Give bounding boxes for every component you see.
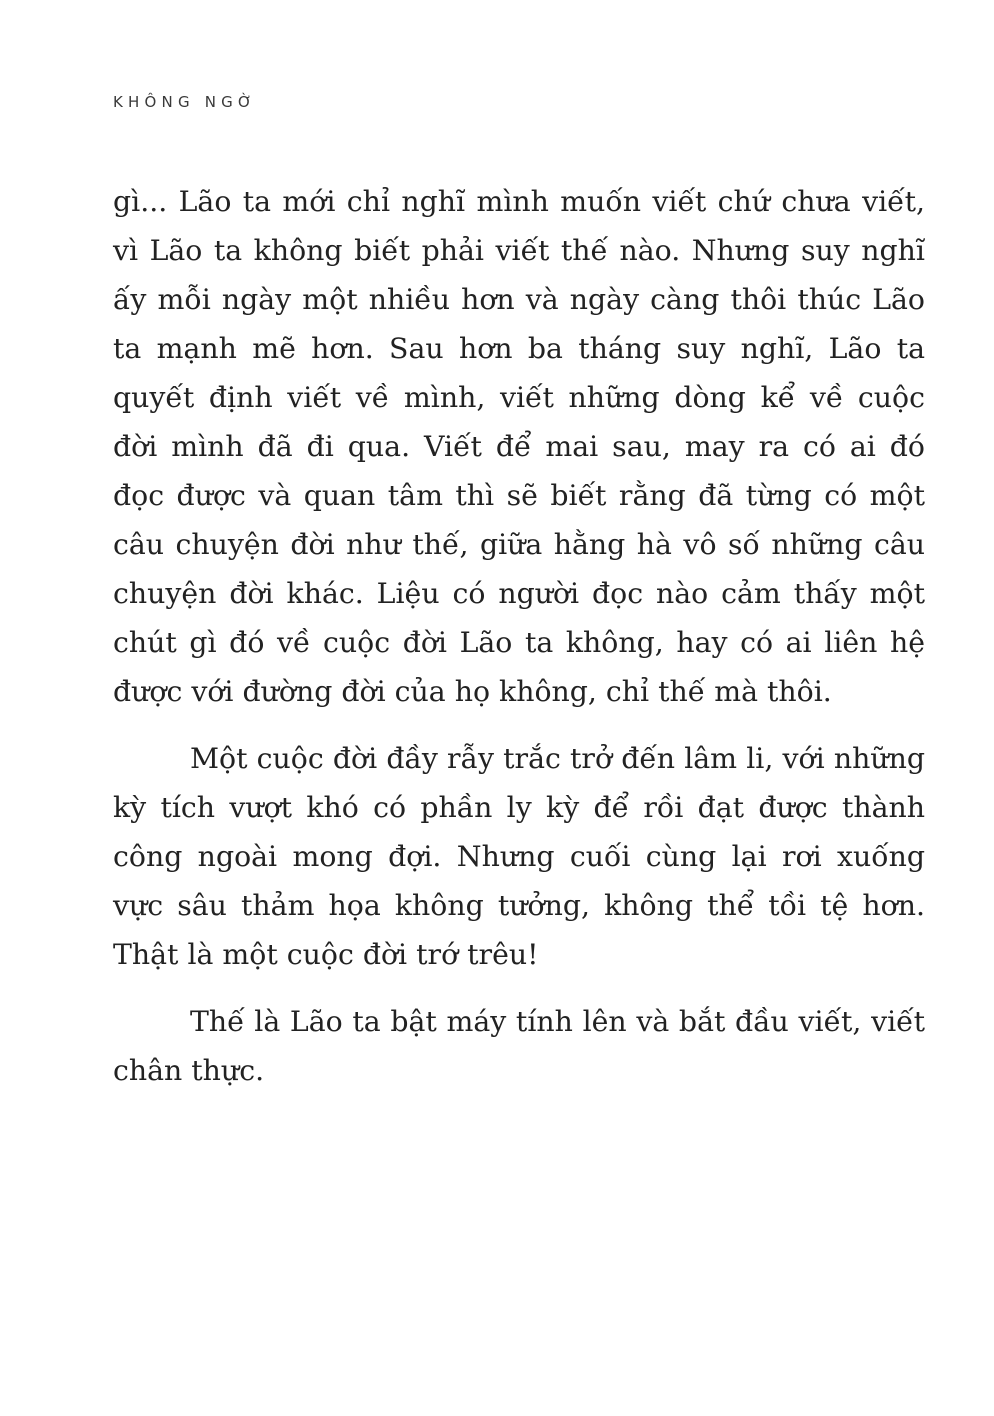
text-line: câu chuyện đời như thế, giữa hằng hà vô số những câu [113,528,925,561]
text-line: Một cuộc đời đầy rẫy trắc trở đến lâm li, với những [190,742,925,775]
text-line: chân thực. [113,1054,265,1087]
text-line: đọc được và quan tâm thì sẽ biết rằng đã từng có một [113,479,925,512]
text-line: gì... Lão ta mới chỉ nghĩ mình muốn viết chứ chưa viết, [113,185,925,218]
text-line: kỳ tích vượt khó có phần ly kỳ để rồi đạt được thành [113,791,925,824]
running-header: KHÔNG NGỜ [113,93,257,111]
text-line: công ngoài mong đợi. Nhưng cuối cùng lại rơi xuống [113,840,925,873]
text-line: Thế là Lão ta bật máy tính lên và bắt đầu viết, viết [190,1005,925,1038]
body-text [113,177,925,1095]
text-line: vì Lão ta không biết phải viết thế nào. Nhưng suy nghĩ [113,234,925,267]
text-line: đời mình đã đi qua. Viết để mai sau, may ra có ai đó [113,430,925,463]
text-line: quyết định viết về mình, viết những dòng kể về cuộc [113,381,925,414]
text-line: chuyện đời khác. Liệu có người đọc nào cảm thấy một [113,577,925,610]
text-line: ấy mỗi ngày một nhiều hơn và ngày càng thôi thúc Lão [113,283,925,316]
text-line: vực sâu thảm họa không tưởng, không thể tồi tệ hơn. [113,889,925,922]
text-line: Thật là một cuộc đời trớ trêu! [113,938,539,971]
text-line: chút gì đó về cuộc đời Lão ta không, hay có ai liên hệ [113,626,925,659]
paragraph-2 [113,734,925,979]
text-line: được với đường đời của họ không, chỉ thế mà thôi. [113,675,832,708]
paragraph-3 [113,997,925,1095]
text-line: ta mạnh mẽ hơn. Sau hơn ba tháng suy nghĩ, Lão ta [113,332,925,365]
paragraph-1 [113,177,925,716]
